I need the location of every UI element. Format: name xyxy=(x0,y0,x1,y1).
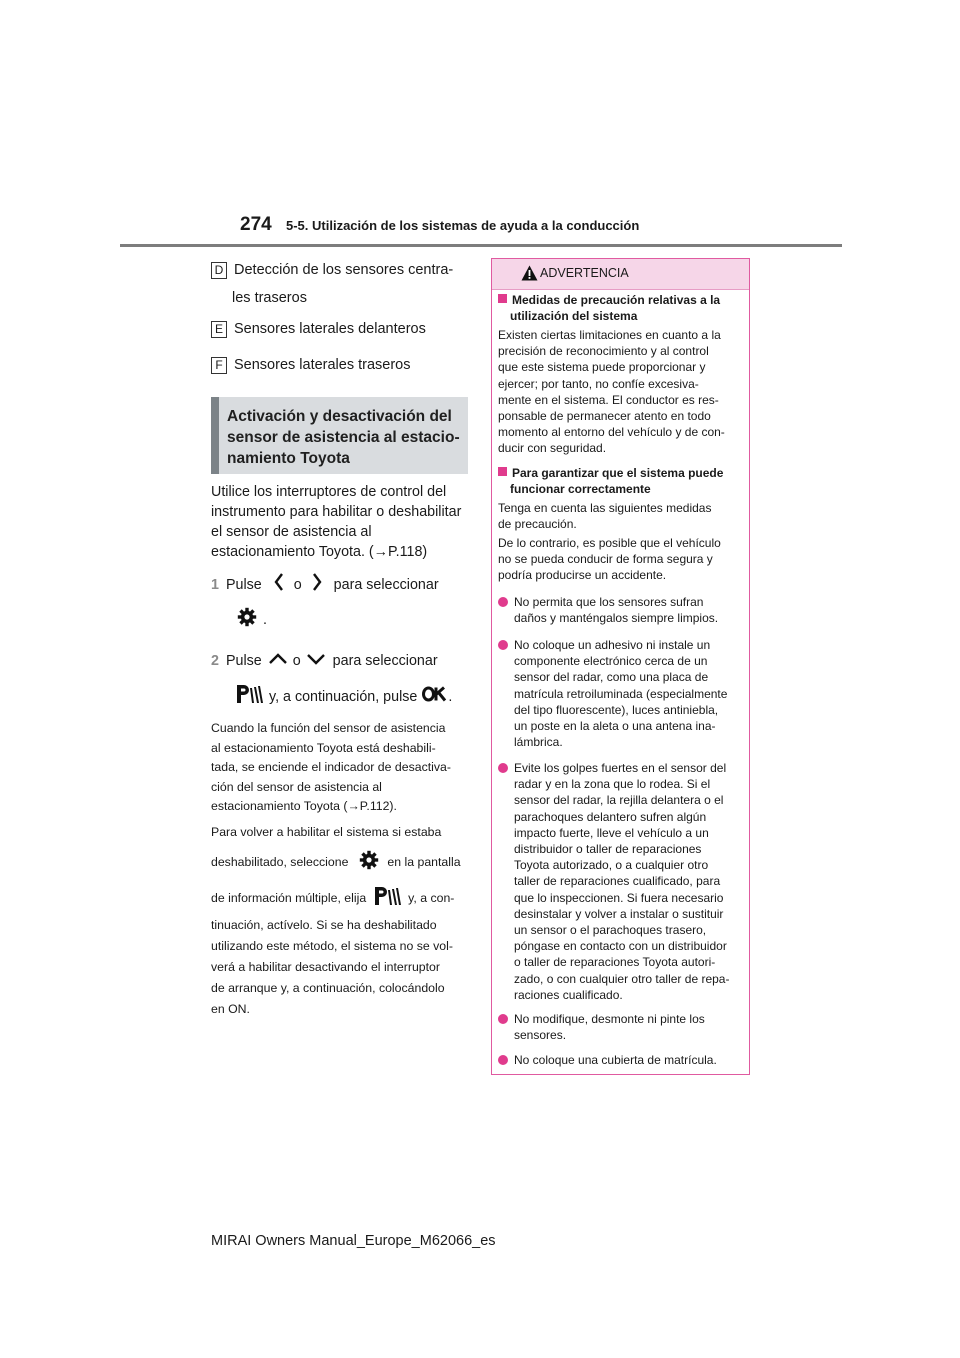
warning-heading xyxy=(498,465,723,497)
step-1-line2 xyxy=(237,607,267,633)
warning-paragraph xyxy=(498,500,711,532)
round-bullet-icon xyxy=(498,763,508,773)
list-item-text: Detección de los sensores centra- xyxy=(234,262,454,278)
note-line: Para volver a habilitar el sistema si estaba xyxy=(211,825,442,839)
list-item-e xyxy=(211,321,426,338)
section-header-title: 5-5. Utilización de los sistemas de ayuda a la conducción xyxy=(286,218,640,233)
intro-line: el sensor de asistencia al xyxy=(211,524,372,540)
warning-line: sensores. xyxy=(514,1028,567,1043)
warning-line: daños y manténgalos siempre limpios. xyxy=(514,611,719,626)
step-2 xyxy=(211,651,438,671)
warning-line: parachoques delantero sufren algún xyxy=(514,809,707,824)
gear-icon xyxy=(359,850,379,873)
warning-line: De lo contrario, es posible que el vehículo xyxy=(498,536,721,550)
intro-line: estacionamiento Toyota. (→P.118) xyxy=(211,544,428,560)
note-line-with-icon xyxy=(211,886,454,909)
warning-line: no se pueda conducir de forma segura y xyxy=(498,552,713,567)
warning-line: Existen ciertas limitaciones en cuanto a la xyxy=(498,328,721,342)
round-bullet-icon xyxy=(498,640,508,650)
note-line: en ON. xyxy=(211,1002,250,1016)
parking-sensor-icon xyxy=(235,684,263,710)
square-bullet-icon xyxy=(498,467,507,476)
warning-line: lámbrica. xyxy=(514,735,563,750)
warning-line: taller de reparaciones cualificado, para xyxy=(514,874,721,889)
warning-bullet xyxy=(498,594,718,626)
note-line: tinuación, actívelo. Si se ha deshabilitado xyxy=(211,918,437,932)
warning-heading-line: funcionar correctamente xyxy=(510,482,651,497)
parking-sensor-icon xyxy=(373,886,401,909)
square-bullet-icon xyxy=(498,294,507,303)
header-rule xyxy=(120,244,842,247)
warning-line: mente en el sistema. El conductor es res- xyxy=(498,392,719,407)
warning-line: que lo inspeccionen. Si fuera necesario xyxy=(514,890,724,905)
chevron-left-icon xyxy=(274,573,284,597)
warning-title: ADVERTENCIA xyxy=(540,266,629,280)
step-text: o xyxy=(292,653,301,669)
step-text: o xyxy=(293,577,302,593)
warning-heading-line: Para garantizar que el sistema puede xyxy=(512,466,724,480)
warning-line: radar y en la zona que lo rodea. Si el xyxy=(514,777,711,792)
note-line-with-icon xyxy=(211,850,461,873)
section-heading-line: sensor de asistencia al estacio- xyxy=(227,429,460,446)
warning-bullet xyxy=(498,637,727,750)
warning-line: raciones cualificado. xyxy=(514,987,623,1002)
round-bullet-icon xyxy=(498,597,508,607)
warning-line: sensor del radar, como una placa de xyxy=(514,670,709,685)
chevron-right-icon xyxy=(312,573,322,597)
note-line: tada, se enciende el indicador de desactiva- xyxy=(211,760,451,774)
intro-paragraph xyxy=(211,482,461,562)
step-1 xyxy=(211,573,439,597)
warning-line: o taller de reparaciones Toyota autori- xyxy=(514,955,716,970)
chevron-up-icon xyxy=(269,651,287,671)
step-text: y, a continuación, pulse xyxy=(269,689,418,705)
note-line: de arranque y, a continuación, colocándolo xyxy=(211,981,445,995)
warning-header xyxy=(492,259,749,290)
warning-heading-line: utilización del sistema xyxy=(510,309,638,324)
warning-triangle-icon xyxy=(521,265,538,286)
note-paragraph xyxy=(211,915,453,1020)
warning-line: del tipo fluorescente), luces antiniebla, xyxy=(514,702,719,717)
warning-line: componente electrónico cerca de un xyxy=(514,654,708,669)
note-line: verá a habilitar desactivando el interruptor xyxy=(211,960,440,974)
step-number: 2 xyxy=(211,653,219,669)
footer-doc-id: MIRAI Owners Manual_Europe_M62066_es xyxy=(211,1233,496,1249)
list-item-text-cont: les traseros xyxy=(232,290,307,306)
warning-line: momento al entorno del vehículo y de con- xyxy=(498,425,725,440)
section-heading-line: namiento Toyota xyxy=(227,450,350,467)
warning-line: póngase en contacto con un distribuidor xyxy=(514,939,727,954)
list-item-d xyxy=(211,262,453,279)
note-line: estacionamiento Toyota (→P.112). xyxy=(211,799,397,813)
letter-label: E xyxy=(211,321,227,338)
warning-line: de precaución. xyxy=(498,517,577,532)
page-number: 274 xyxy=(240,214,272,235)
intro-line: instrumento para habilitar o deshabilitar xyxy=(211,504,462,520)
round-bullet-icon xyxy=(498,1014,508,1024)
note-line: al estacionamiento Toyota está deshabili- xyxy=(211,740,436,755)
note-line: Cuando la función del sensor de asistencia xyxy=(211,721,446,735)
warning-line: un poste en la aleta o una antena ina- xyxy=(514,719,716,734)
round-bullet-icon xyxy=(498,1055,508,1065)
ok-icon xyxy=(422,686,448,708)
warning-line: ponsable de permanecer atento en todo xyxy=(498,409,711,424)
note-line: ción del sensor de asistencia al xyxy=(211,779,382,794)
note-text: deshabilitado, seleccione xyxy=(211,854,349,869)
warning-line: zado, o con cualquier otro taller de repa- xyxy=(514,971,730,986)
step-text: Pulse xyxy=(225,577,262,593)
warning-box xyxy=(491,258,750,1075)
note-text: de información múltiple, elija xyxy=(211,890,367,905)
list-item-f xyxy=(211,357,411,374)
warning-line: ducir con seguridad. xyxy=(498,441,607,456)
note-text: en la pantalla xyxy=(387,854,461,869)
section-heading xyxy=(211,397,468,474)
intro-line: Utilice los interruptores de control del xyxy=(211,484,447,500)
step-text: . xyxy=(448,689,453,705)
step-text: para seleccionar xyxy=(332,653,438,669)
warning-line: matrícula retroiluminada (especialmente xyxy=(514,686,728,701)
warning-line: Evite los golpes fuertes en el sensor del xyxy=(514,761,727,775)
chevron-down-icon xyxy=(307,651,325,671)
warning-line: No coloque una cubierta de matrícula. xyxy=(514,1053,717,1067)
warning-line: sensor del radar, la rejilla delantera o el xyxy=(514,793,724,808)
warning-line: desinstalar y volver a instalar o sustituir xyxy=(514,906,724,921)
warning-line: Tenga en cuenta las siguientes medidas xyxy=(498,501,712,515)
warning-line: podría producirse un accidente. xyxy=(498,568,667,583)
warning-line: No modifique, desmonte ni pinte los xyxy=(514,1012,705,1026)
note-text: y, a con- xyxy=(408,890,455,905)
letter-label: D xyxy=(211,262,227,279)
warning-line: distribuidor o taller de reparaciones xyxy=(514,842,702,857)
section-heading-line: Activación y desactivación del xyxy=(227,408,452,425)
gear-icon xyxy=(237,607,257,633)
warning-line: No permita que los sensores sufran xyxy=(514,595,704,609)
warning-paragraph xyxy=(498,327,725,457)
warning-line: que este sistema puede proporcionar y xyxy=(498,360,706,375)
step-text: Pulse xyxy=(225,653,262,669)
warning-line: ejercer; por tanto, no confíe excesiva- xyxy=(498,376,699,391)
step-2-line2 xyxy=(235,684,452,710)
note-paragraph xyxy=(211,719,451,817)
step-text: para seleccionar xyxy=(333,577,439,593)
step-text: . xyxy=(263,612,267,628)
step-number: 1 xyxy=(211,577,219,593)
warning-bullet xyxy=(498,1052,717,1068)
warning-line: precisión de reconocimiento y al control xyxy=(498,344,709,359)
list-item-text: Sensores laterales delanteros xyxy=(234,321,426,337)
warning-heading xyxy=(498,292,720,324)
warning-line: Toyota autorizado, o a cualquier otro xyxy=(514,858,709,873)
warning-paragraph xyxy=(498,535,721,584)
list-item-text: Sensores laterales traseros xyxy=(234,357,411,373)
warning-line: un sensor o el parachoques trasero, xyxy=(514,923,707,938)
warning-bullet xyxy=(498,1011,705,1043)
warning-line: No coloque un adhesivo ni instale un xyxy=(514,638,711,652)
note-line: utilizando este método, el sistema no se vol- xyxy=(211,939,453,953)
warning-heading-line: Medidas de precaución relativas a la xyxy=(512,293,721,307)
warning-line: impacto fuerte, lleve el vehículo a un xyxy=(514,825,709,840)
warning-bullet xyxy=(498,760,729,1003)
letter-label: F xyxy=(211,357,227,374)
